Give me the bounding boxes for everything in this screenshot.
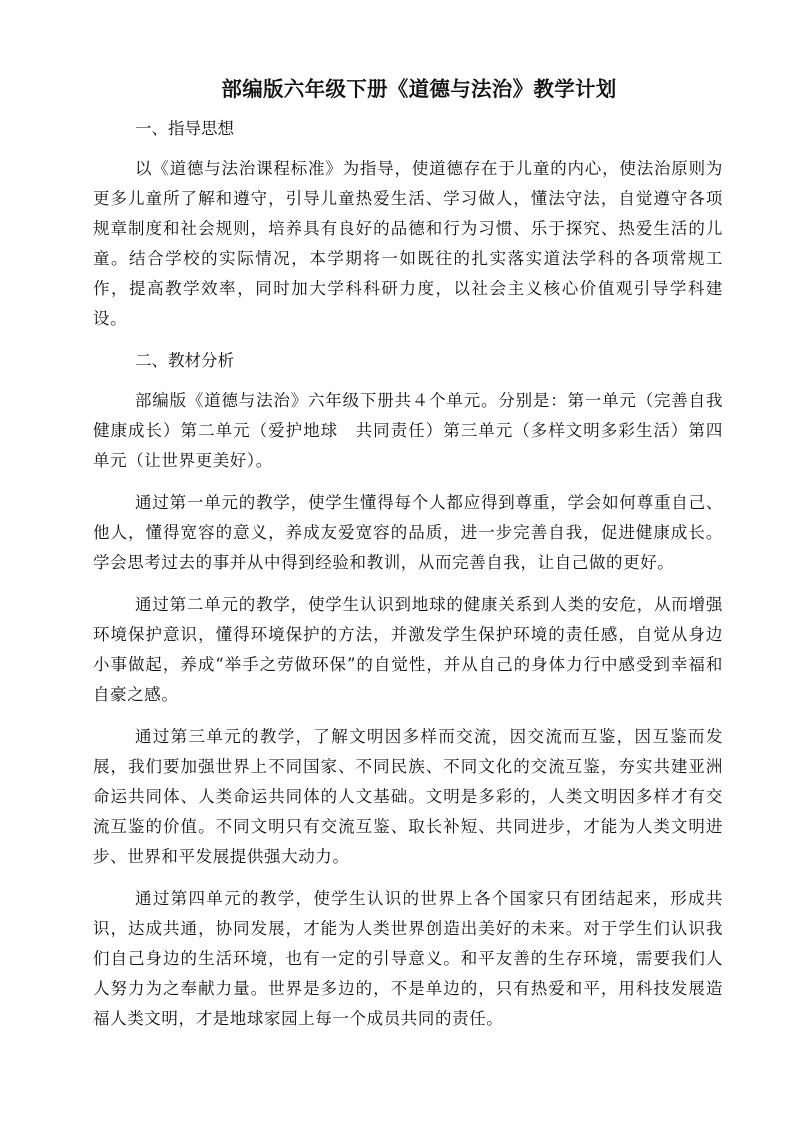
paragraph: 通过第二单元的教学，使学生认识到地球的健康关系到人类的安危，从而增强环境保护意识，懂得环境保护的方法，并激发学生保护环境的责任感，自觉从身边小事做起，养成“举手之劳做环保”的自觉性，并从自己的身体力行中感受到幸福和自豪之感。 <box>93 595 723 704</box>
section-textbook-analysis <box>93 346 723 1034</box>
paragraph: 部编版《道德与法治》六年级下册共４个单元。分别是：第一单元（完善自我健康成长）第二单元（爱护地球 共同责任）第三单元（多样文明多彩生活）第四单元（让世界更美好）。 <box>93 391 723 470</box>
paragraph: 通过第一单元的教学，使学生懂得每个人都应得到尊重，学会如何尊重自己、他人，懂得宽容的意义，养成友爱宽容的品质，进一步完善自我，促进健康成长。学会思考过去的事并从中得到经验和教训，从而完善自我，让自己做的更好。 <box>93 493 723 572</box>
document-title: 部编版六年级下册《道德与法治》教学计划 <box>221 77 617 101</box>
paragraph: 通过第四单元的教学，使学生认识的世界上各个国家只有团结起来，形成共识，达成共通，协同发展，才能为人类世界创造出美好的未来。对于学生们认识我们自己身边的生活环境，也有一定的引导意义。和平友善的生存环境，需要我们人人努力为之奉献力量。世界是多边的，不是单边的，只有热爱和平，用科技发展造福人类文明，才是地球家园上每一个成员共同的责任。 <box>93 889 723 1028</box>
paragraph: 通过第三单元的教学，了解文明因多样而交流，因交流而互鉴，因互鉴而发展，我们要加强世界上不同国家、不同民族、不同文化的交流互鉴，夯实共建亚洲命运共同体、人类命运共同体的人文基础。文明是多彩的，人类文明因多样才有交流互鉴的价值。不同文明只有交流互鉴、取长补短、共同进步，才能为人类文明进步、世界和平发展提供强大动力。 <box>93 727 723 866</box>
section-guiding-thought <box>93 114 723 334</box>
section-heading: 二、教材分析 <box>135 351 234 370</box>
paragraph: 以《道德与法治课程标准》为指导，使道德存在于儿童的内心，使法治原则为更多儿童所了解和遵守，引导儿童热爱生活、学习做人，懂法守法，自觉遵守各项规章制度和社会规则，培养具有良好的品德和行为习惯、乐于探究、热爱生活的儿童。结合学校的实际情况，本学期将一如既往的扎实落实道法学科的各项常规工作，提高教学效率，同时加大学科科研力度，以社会主义核心价值观引导学科建设。 <box>93 159 723 328</box>
section-heading: 一、指导思想 <box>135 119 234 138</box>
document-page <box>93 74 723 1046</box>
